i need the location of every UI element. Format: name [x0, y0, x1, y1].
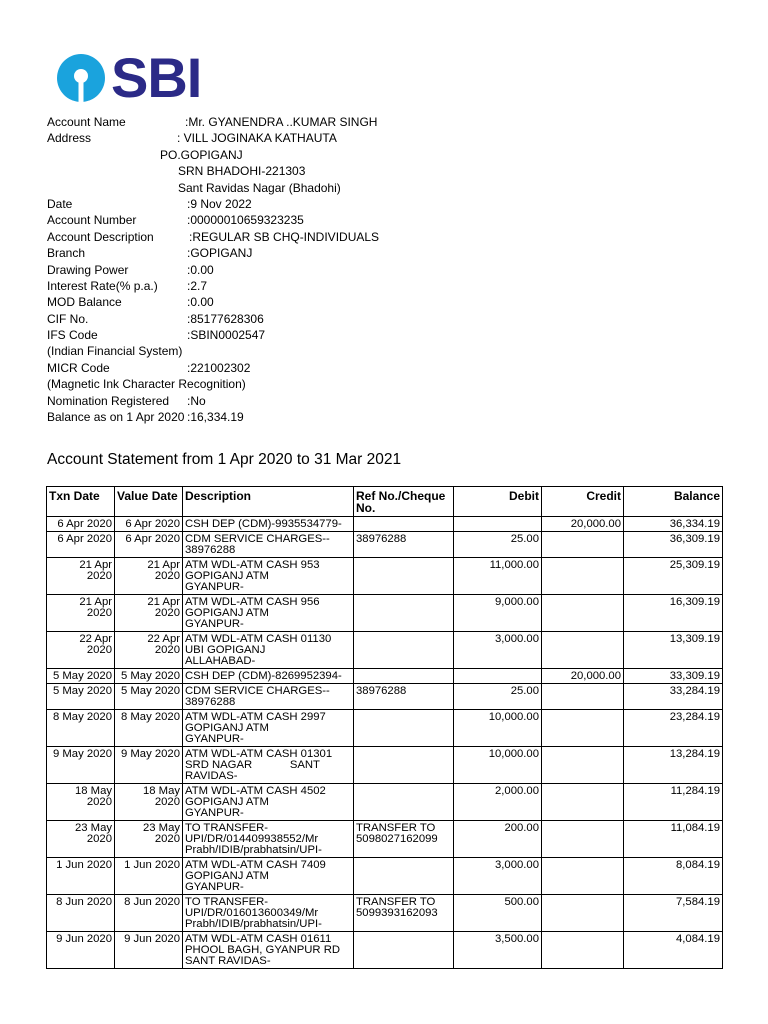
cell-value-date: 18 May 2020 — [115, 784, 183, 821]
account-info-label: Interest Rate(% p.a.) — [47, 278, 158, 293]
account-info-label: Account Description — [47, 229, 154, 244]
cell-txn-date: 8 May 2020 — [47, 710, 115, 747]
cell-txn-date: 18 May 2020 — [47, 784, 115, 821]
cell-credit — [542, 558, 624, 595]
cell-credit — [542, 747, 624, 784]
cell-ref — [354, 517, 454, 532]
cell-debit: 3,000.00 — [454, 858, 542, 895]
cell-description: ATM WDL-ATM CASH 956 GOPIGANJ ATM GYANPUR- — [183, 595, 354, 632]
cell-description: ATM WDL-ATM CASH 953 GOPIGANJ ATM GYANPUR- — [183, 558, 354, 595]
cell-credit — [542, 632, 624, 669]
cell-txn-date: 6 Apr 2020 — [47, 517, 115, 532]
account-info-value: :00000010659323235 — [187, 213, 304, 228]
cell-credit — [542, 595, 624, 632]
cell-value-date: 23 May 2020 — [115, 821, 183, 858]
cell-debit: 200.00 — [454, 821, 542, 858]
cell-value-date: 22 Apr 2020 — [115, 632, 183, 669]
cell-balance: 33,284.19 — [624, 684, 723, 710]
account-info-label: Nomination Registered — [47, 393, 170, 408]
statement-table — [46, 486, 723, 969]
account-info-value: :85177628306 — [187, 311, 264, 326]
cell-credit — [542, 784, 624, 821]
account-info-value: PO.GOPIGANJ — [160, 147, 243, 162]
cell-value-date: 5 May 2020 — [115, 684, 183, 710]
table-row — [47, 858, 723, 895]
sbi-logo-text: SBI — [111, 46, 202, 109]
table-row — [47, 710, 723, 747]
cell-description: ATM WDL-ATM CASH 7409 GOPIGANJ ATM GYANPUR- — [183, 858, 354, 895]
cell-credit — [542, 895, 624, 932]
cell-value-date: 6 Apr 2020 — [115, 532, 183, 558]
cell-description: TO TRANSFER- UPI/DR/016013600349/Mr Prabh/IDIB/prabhatsin/UPI- — [183, 895, 354, 932]
cell-value-date: 5 May 2020 — [115, 669, 183, 684]
cell-ref — [354, 932, 454, 969]
cell-txn-date: 6 Apr 2020 — [47, 532, 115, 558]
cell-description: TO TRANSFER- UPI/DR/014409938552/Mr Prabh/IDIB/prabhatsin/UPI- — [183, 821, 354, 858]
account-info-label: (Magnetic Ink Character Recognition) — [47, 377, 246, 392]
cell-ref: TRANSFER TO 5098027162099 — [354, 821, 454, 858]
cell-value-date: 1 Jun 2020 — [115, 858, 183, 895]
cell-balance: 11,084.19 — [624, 821, 723, 858]
account-info-label: (Indian Financial System) — [47, 344, 183, 359]
table-row — [47, 595, 723, 632]
cell-balance: 25,309.19 — [624, 558, 723, 595]
table-row — [47, 558, 723, 595]
cell-ref — [354, 784, 454, 821]
cell-debit: 11,000.00 — [454, 558, 542, 595]
header-description: Description — [183, 487, 354, 517]
cell-credit — [542, 710, 624, 747]
header-balance: Balance — [624, 487, 723, 517]
account-info-label: MOD Balance — [47, 295, 122, 310]
account-info-label: Drawing Power — [47, 262, 129, 277]
account-info-value: : VILL JOGINAKA KATHAUTA — [177, 131, 337, 146]
cell-description: CSH DEP (CDM)-8269952394- — [183, 669, 354, 684]
cell-description: ATM WDL-ATM CASH 4502 GOPIGANJ ATM GYANPUR- — [183, 784, 354, 821]
sbi-keyhole-icon — [55, 52, 107, 104]
cell-txn-date: 22 Apr 2020 — [47, 632, 115, 669]
cell-txn-date: 21 Apr 2020 — [47, 595, 115, 632]
account-info-label: Date — [47, 196, 73, 211]
cell-balance: 8,084.19 — [624, 858, 723, 895]
account-info-label: Balance as on 1 Apr 2020 — [47, 410, 185, 425]
account-info-label: CIF No. — [47, 311, 89, 326]
cell-balance: 23,284.19 — [624, 710, 723, 747]
cell-description: ATM WDL-ATM CASH 01611 PHOOL BAGH, GYANPUR RD SANT RAVIDAS- — [183, 932, 354, 969]
cell-ref — [354, 558, 454, 595]
account-info-label: MICR Code — [47, 360, 110, 375]
cell-txn-date: 5 May 2020 — [47, 684, 115, 710]
cell-txn-date: 9 Jun 2020 — [47, 932, 115, 969]
table-row — [47, 932, 723, 969]
cell-debit: 3,500.00 — [454, 932, 542, 969]
account-info-value: :2.7 — [187, 278, 208, 293]
cell-debit: 10,000.00 — [454, 710, 542, 747]
cell-balance: 13,284.19 — [624, 747, 723, 784]
cell-value-date: 21 Apr 2020 — [115, 595, 183, 632]
account-info-value: :SBIN0002547 — [187, 328, 266, 343]
cell-debit: 9,000.00 — [454, 595, 542, 632]
account-info-label: IFS Code — [47, 328, 98, 343]
account-info-label: Account Name — [47, 115, 126, 129]
table-row — [47, 517, 723, 532]
table-row — [47, 669, 723, 684]
table-row — [47, 532, 723, 558]
cell-value-date: 6 Apr 2020 — [115, 517, 183, 532]
account-info-value: :0.00 — [187, 262, 214, 277]
cell-value-date: 9 May 2020 — [115, 747, 183, 784]
cell-debit: 500.00 — [454, 895, 542, 932]
cell-ref: TRANSFER TO 5099393162093 — [354, 895, 454, 932]
cell-balance: 13,309.19 — [624, 632, 723, 669]
cell-credit — [542, 821, 624, 858]
cell-debit: 25.00 — [454, 684, 542, 710]
cell-balance: 33,309.19 — [624, 669, 723, 684]
cell-debit: 10,000.00 — [454, 747, 542, 784]
table-header-row — [47, 487, 723, 517]
cell-txn-date: 8 Jun 2020 — [47, 895, 115, 932]
account-info-label: Account Number — [47, 213, 137, 228]
account-info-value: SRN BHADOHI-221303 — [178, 164, 306, 179]
cell-description: ATM WDL-ATM CASH 2997 GOPIGANJ ATM GYANPUR- — [183, 710, 354, 747]
account-info-label: Address — [47, 131, 92, 146]
cell-ref — [354, 632, 454, 669]
cell-ref: 38976288 — [354, 532, 454, 558]
cell-credit: 20,000.00 — [542, 517, 624, 532]
account-info-value: Sant Ravidas Nagar (Bhadohi) — [178, 180, 341, 195]
cell-debit: 3,000.00 — [454, 632, 542, 669]
cell-debit — [454, 517, 542, 532]
account-info-value: :No — [187, 393, 206, 408]
cell-description: ATM WDL-ATM CASH 01130 UBI GOPIGANJ ALLAHABAD- — [183, 632, 354, 669]
cell-ref — [354, 710, 454, 747]
sbi-logo — [55, 46, 202, 109]
table-row — [47, 821, 723, 858]
cell-txn-date: 9 May 2020 — [47, 747, 115, 784]
cell-balance: 16,309.19 — [624, 595, 723, 632]
header-debit: Debit — [454, 487, 542, 517]
table-row — [47, 684, 723, 710]
cell-txn-date: 21 Apr 2020 — [47, 558, 115, 595]
cell-description: CDM SERVICE CHARGES-- 38976288 — [183, 532, 354, 558]
cell-value-date: 8 Jun 2020 — [115, 895, 183, 932]
cell-txn-date: 5 May 2020 — [47, 669, 115, 684]
account-info-value: :221002302 — [187, 360, 251, 375]
table-row — [47, 784, 723, 821]
account-info-value: :16,334.19 — [187, 410, 244, 425]
account-info-value: :0.00 — [187, 295, 214, 310]
account-info-value: :9 Nov 2022 — [187, 196, 252, 211]
account-info-label: Branch — [47, 246, 86, 261]
cell-description: CSH DEP (CDM)-9935534779- — [183, 517, 354, 532]
cell-debit: 25.00 — [454, 532, 542, 558]
cell-balance: 11,284.19 — [624, 784, 723, 821]
account-info-value: :REGULAR SB CHQ-INDIVIDUALS — [189, 229, 380, 244]
header-credit: Credit — [542, 487, 624, 517]
cell-credit — [542, 932, 624, 969]
cell-txn-date: 1 Jun 2020 — [47, 858, 115, 895]
table-row — [47, 747, 723, 784]
cell-ref — [354, 747, 454, 784]
cell-balance: 36,334.19 — [624, 517, 723, 532]
cell-debit — [454, 669, 542, 684]
table-row — [47, 632, 723, 669]
cell-balance: 4,084.19 — [624, 932, 723, 969]
cell-value-date: 21 Apr 2020 — [115, 558, 183, 595]
account-info-value: :Mr. GYANENDRA ..KUMAR SINGH — [185, 115, 378, 129]
cell-balance: 7,584.19 — [624, 895, 723, 932]
header-txn-date: Txn Date — [47, 487, 115, 517]
cell-value-date: 8 May 2020 — [115, 710, 183, 747]
cell-ref: 38976288 — [354, 684, 454, 710]
cell-value-date: 9 Jun 2020 — [115, 932, 183, 969]
cell-ref — [354, 858, 454, 895]
header-ref: Ref No./Cheque No. — [354, 487, 454, 517]
cell-txn-date: 23 May 2020 — [47, 821, 115, 858]
statement-title: Account Statement from 1 Apr 2020 to 31 Mar 2021 — [47, 451, 402, 468]
cell-credit — [542, 858, 624, 895]
header-value-date: Value Date — [115, 487, 183, 517]
cell-balance: 36,309.19 — [624, 532, 723, 558]
cell-credit — [542, 532, 624, 558]
cell-ref — [354, 669, 454, 684]
account-info-value: :GOPIGANJ — [187, 246, 253, 261]
cell-credit — [542, 684, 624, 710]
table-row — [47, 895, 723, 932]
cell-credit: 20,000.00 — [542, 669, 624, 684]
cell-description: CDM SERVICE CHARGES-- 38976288 — [183, 684, 354, 710]
cell-debit: 2,000.00 — [454, 784, 542, 821]
cell-description: ATM WDL-ATM CASH 01301 SRD NAGAR SANT RAVIDAS- — [183, 747, 354, 784]
cell-ref — [354, 595, 454, 632]
